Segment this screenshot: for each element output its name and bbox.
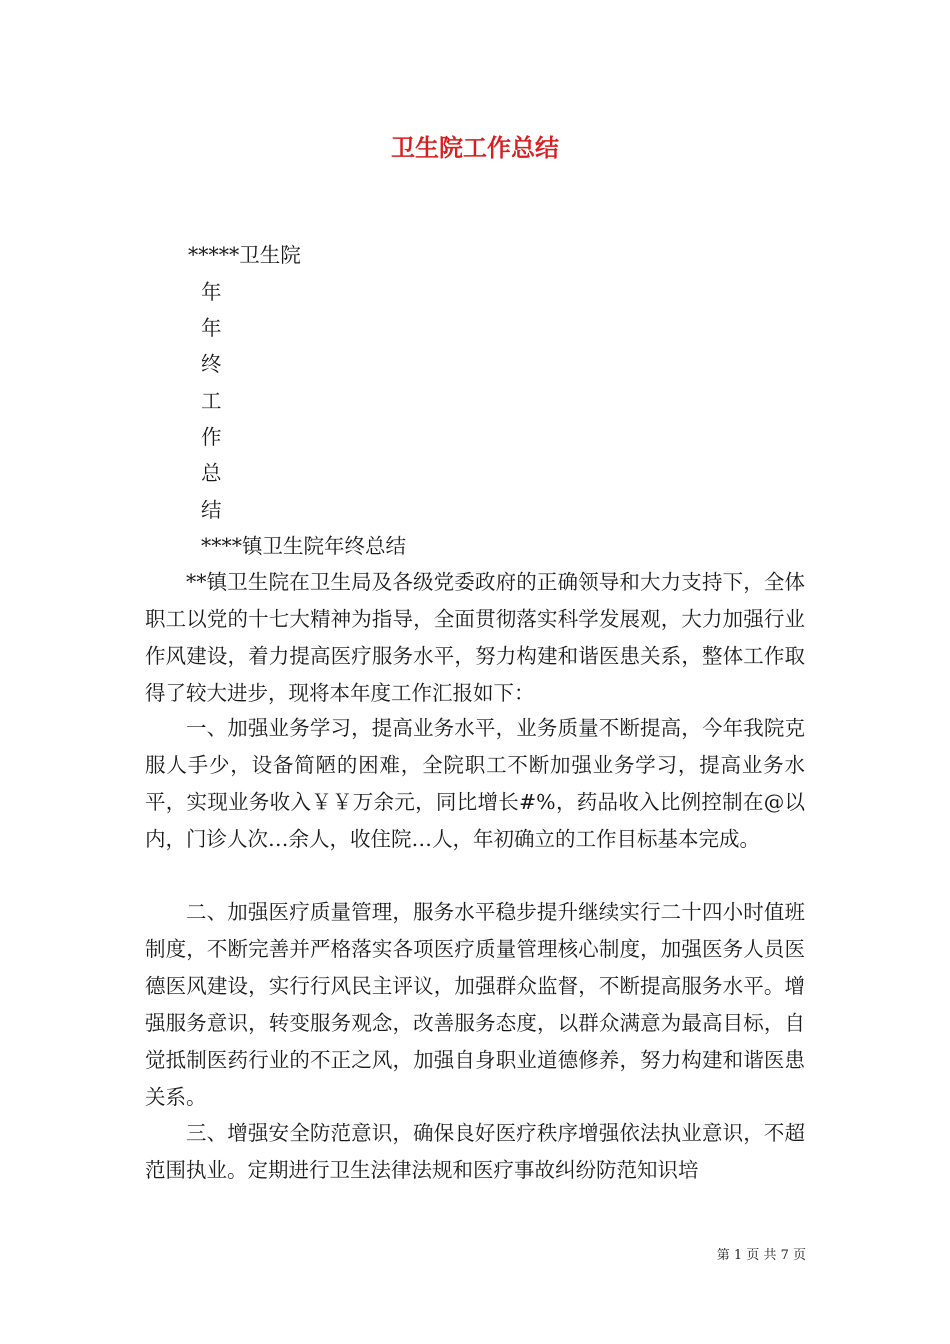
vertical-char: 终 [201,352,222,376]
vertical-char: 作 [201,425,222,449]
vertical-char: 年 [201,280,222,304]
document-subtitle: ****镇卫生院年终总结 [201,534,406,558]
body-paragraph-section-1: 一、加强业务学习，提高业务水平，业务质量不断提高，今年我院克服人手少，设备简陋的困难，全院职工不断加强业务学习，提高业务水平，实现业务收入￥￥万余元，同比增长#%，药品收入比例控制在@以内，门诊人次…余人，收住院…人，年初确立的工作目标基本完成。 [145,716,805,851]
vertical-char: 总 [201,461,222,485]
vertical-char: 年 [201,316,222,340]
page-number-footer: 第 1 页 共 7 页 [716,1248,806,1263]
vertical-char: 工 [201,389,222,413]
org-line: *****卫生院 [188,243,301,267]
body-paragraph-section-3: 三、增强安全防范意识，确保良好医疗秩序增强依法执业意识，不超范围执业。定期进行卫生法律法规和医疗事故纠纷防范知识培 [145,1121,805,1182]
body-paragraph-section-2: 二、加强医疗质量管理，服务水平稳步提升继续实行二十四小时值班制度，不断完善并严格落实各项医疗质量管理核心制度，加强医务人员医德医风建设，实行行风民主评议，加强群众监督，不断提高服务水平。增强服务意识，转变服务观念，改善服务态度，以群众满意为最高目标，自觉抵制医药行业的不正之风，加强自身职业道德修养，努力构建和谐医患关系。 [145,900,805,1109]
body-paragraph-intro: **镇卫生院在卫生局及各级党委政府的正确领导和大力支持下，全体职工以党的十七大精神为指导，全面贯彻落实科学发展观，大力加强行业作风建设，着力提高医疗服务水平，努力构建和谐医患关系，整体工作取得了较大进步，现将本年度工作汇报如下： [145,570,805,705]
document-title: 卫生院工作总结 [391,134,559,162]
vertical-char: 结 [201,498,222,522]
